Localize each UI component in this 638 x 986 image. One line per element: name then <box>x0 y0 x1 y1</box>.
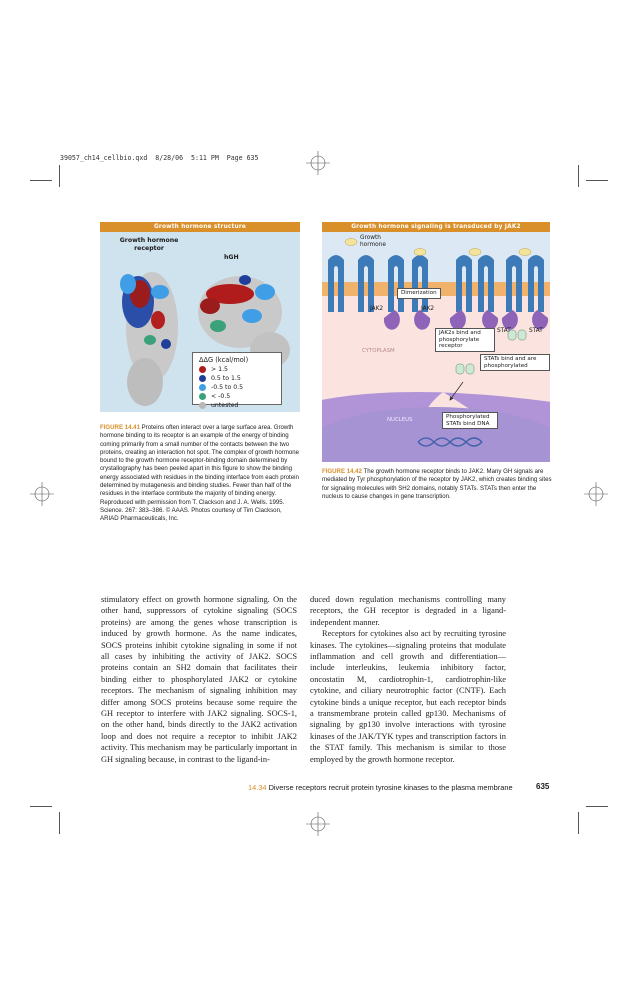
legend-box <box>192 352 282 409</box>
legend-title: ΔΔG (kcal/mol) <box>199 356 249 364</box>
nucleus-label: NUCLEUS <box>387 417 413 423</box>
jak2-left-label: JAK2 <box>370 306 384 312</box>
figure-42-caption <box>322 468 552 501</box>
legend-label: untested <box>211 402 239 409</box>
figure-41-caption-text: Proteins often interact over a large surface area. Growth hormone binding to its receptor is an example of the energy of binding coming primarily from a small number of the contacts between the two proteins, creating an interaction hot spot. The complex of growth hormone bound to the growth hormone receptor-binding domain determined by crystallography has been peeled apart in this figure to show the binding energy associated with residues in the binding interface from each protein determined by mutagenesis and binding studies. Fewer than half of the residues in the interface contribute the majority of binding energy. Reproduced with permission from T. Clackson and J. A. Wells. 1995. Science. 267: 383–386. © AAAS. Photos courtesy of Tim Clackson, ARIAD Pharmaceuticals, Inc. <box>100 424 300 523</box>
figure-42-caption-text: The growth hormone receptor binds to JAK2. Many GH signals are mediated by Tyr phosphorylation of the receptor by JAK2, which creates binding sites for signaling molecules with SH2 domains, notably STATs. STATs then enter the nucleus to cause changes in gene transcription. <box>322 468 552 500</box>
figure-41-caption <box>100 424 300 524</box>
legend-label: 0.5 to 1.5 <box>211 375 241 382</box>
legend-label: < -0.5 <box>211 393 231 400</box>
slug-line: 39057_ch14_cellbio.qxd 8/28/06 5:11 PM Page 635 <box>60 154 259 162</box>
page-footer <box>248 783 538 792</box>
legend-item <box>199 393 275 400</box>
receptors <box>328 255 544 312</box>
jak2-bind-label: JAK2s bind and phosphorylate receptor <box>435 328 495 352</box>
legend-label: > 1.5 <box>211 366 228 373</box>
body-paragraph: stimulatory effect on growth hormone signaling. On the other hand, suppressors of cytokine signaling (SOCS proteins) are among the genes whose transcription is induced by growth hormone. As the name indicates, SOCS proteins inhibit cytokine signaling in some if not all cases by inhibiting the activity of JAK2. SOCS proteins contain an SH2 domain that facilitates their binding either to phosphorylated JAK2 or cytokine receptors. The mechanism of signaling inhibition may differ among SOCS proteins because some require the GH receptor to interfere with JAK2 signaling. SOCS-1, on the other hand, binds directly to the JAK2 activation loop and does not require a receptor to inhibit JAK2 activity. This mechanism may be particularly important in GH signaling because, in contrast to the ligand-in- <box>101 595 297 764</box>
footer-section-title: Diverse receptors recruit protein tyrosine kinases to the plasma membrane <box>268 783 513 792</box>
legend-swatch <box>199 366 206 373</box>
body-paragraph: duced down regulation mechanisms controlling many receptors, the GH receptor is degraded in a ligand-independent manner. <box>310 595 506 627</box>
legend-swatch <box>199 384 206 391</box>
legend-item <box>199 375 275 382</box>
jak2-molecules <box>384 310 548 330</box>
legend-item <box>199 366 275 373</box>
phospho-stats-label: Phosphorylated STATs bind DNA <box>442 412 498 429</box>
figure-42-header: Growth hormone signaling is transduced by JAK2 <box>322 222 550 232</box>
jak2-right-label: JAK2 <box>421 306 435 312</box>
stat-label-1: STAT <box>497 328 511 334</box>
figure-41-header: Growth hormone structure <box>100 222 300 232</box>
figure-41-caption-label: FIGURE 14.41 <box>100 424 140 431</box>
legend-item <box>199 402 275 409</box>
receptor-molecule <box>120 272 178 406</box>
dimerization-label: Dimerization <box>397 288 441 299</box>
receptor-label: Growth hormone receptor <box>119 237 179 252</box>
figure-42-caption-label: FIGURE 14.42 <box>322 468 362 475</box>
legend-item <box>199 384 275 391</box>
figure-14-42 <box>322 222 550 462</box>
gh-label: Growth hormone <box>360 235 386 248</box>
stat-label-2: STAT <box>529 328 543 334</box>
body-paragraph: Receptors for cytokines also act by recruiting tyrosine kinases. The cytokines—signaling proteins that modulate inflammation and cell growth and differentiation—include interleukins, leukemia inhibitory factor, oncostatin M, cardiotrophin-1, cardiotrophin-like cytokine, and ciliary neurotrophic factor (CNTF). Each cytokine binds a unique receptor, but each receptor binds a transmembrane protein called gp130. Mechanisms of signaling by gp130 involve interactions with tyrosine kinases of the JAK/TYK types and transcription factors in the STAT family. This mechanism is similar to those employed by the growth hormone receptor. <box>310 629 506 764</box>
legend-swatch <box>199 393 206 400</box>
cytoplasm-label: CYTOPLASM <box>362 348 395 354</box>
stats-bind-label: STATs bind and are phosphorylated <box>480 354 550 371</box>
body-column-right <box>310 594 506 765</box>
legend-label: -0.5 to 0.5 <box>211 384 244 391</box>
footer-section-number: 14.34 <box>248 783 267 792</box>
hgh-label: hGH <box>224 254 239 261</box>
body-column-left <box>101 594 297 765</box>
legend-swatch <box>199 402 206 409</box>
page-number: 635 <box>536 782 550 791</box>
legend-swatch <box>199 375 206 382</box>
legend-list <box>199 366 275 409</box>
figure-14-41 <box>100 222 300 412</box>
